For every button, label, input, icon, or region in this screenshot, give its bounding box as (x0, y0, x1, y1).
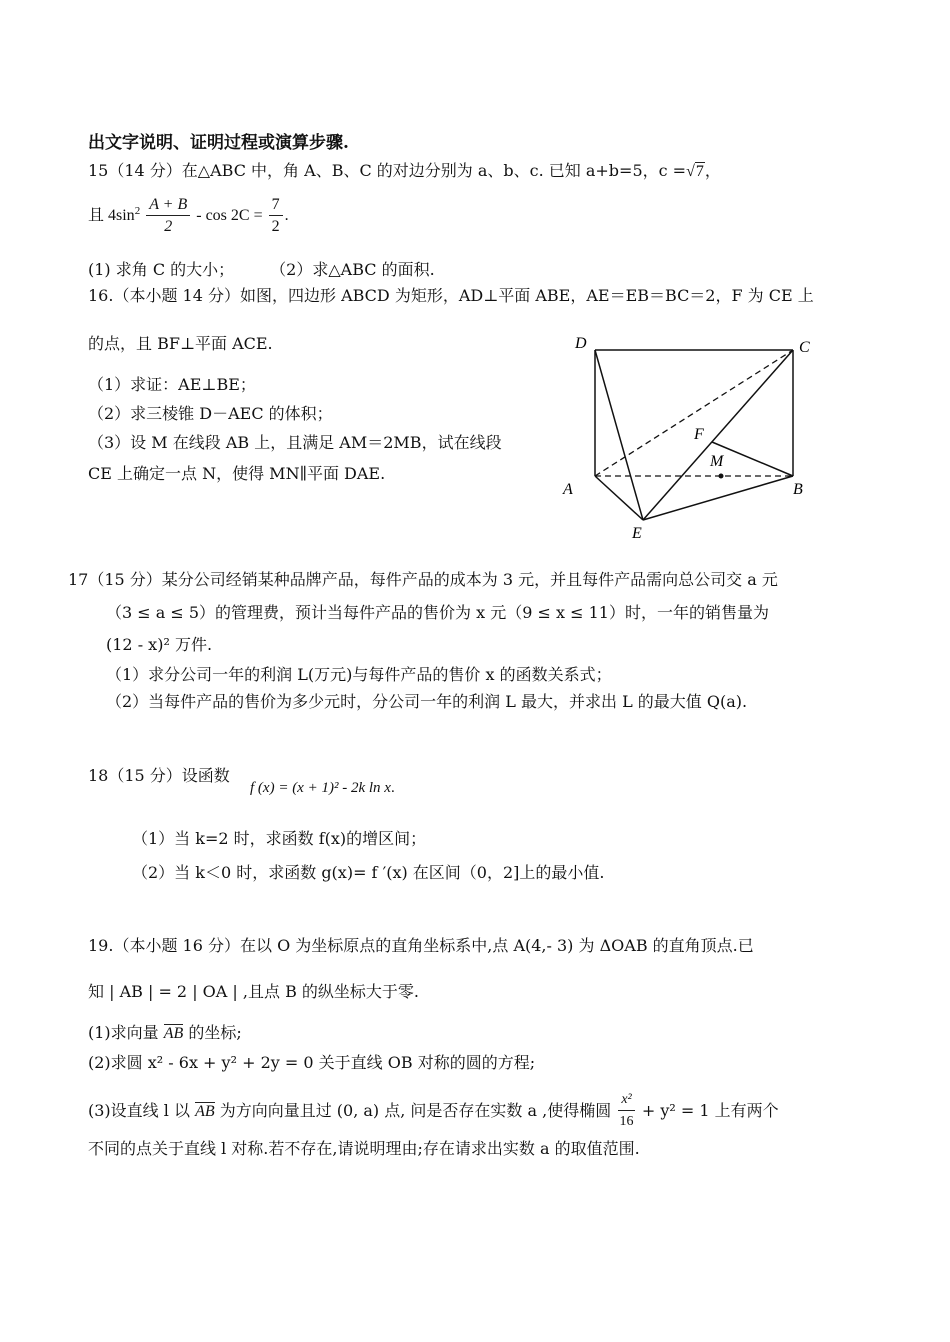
q18-formula (250, 777, 395, 799)
q16-part3b: CE 上确定一点 N，使得 MN∥平面 DAE. (88, 464, 386, 483)
q16-geometry-figure (555, 328, 885, 553)
q19-part3-pre: (3)设直线 l 以 (88, 1101, 190, 1120)
q15-sqrt-arg: 7 (695, 163, 704, 180)
q17-line2: （3 ≤ a ≤ 5）的管理费，预计当每件产品的售价为 x 元（9 ≤ x ≤ 11）时，一年的销售量为 (106, 603, 769, 622)
q19-vector-AB-2: AB (195, 1103, 215, 1120)
q18-formula-end: . (390, 780, 395, 796)
q15-cond-end: . (284, 207, 289, 225)
q19-vector-AB: AB (163, 1025, 184, 1042)
q18-intro: 18（15 分）设函数 (88, 766, 230, 785)
q17-part2: （2）当每件产品的售价为多少元时，分公司一年的利润 L 最大，并求出 L 的最大值 Q(a). (106, 692, 748, 711)
q15-exp: 2 (134, 204, 141, 217)
label-M: M (710, 453, 724, 470)
q15-line1: 15（14 分）在△ABC 中，角 A、B、C 的对边分别为 a、b、c. 已知 a+b=5，c = (88, 161, 687, 180)
q15-frac2 (269, 195, 283, 238)
q19-part1 (88, 1022, 242, 1044)
q16-part2: （2）求三棱锥 D－AEC 的体积； (88, 404, 333, 423)
q19-part1-post: 的坐标; (188, 1023, 242, 1042)
q16-line1: 16.（本小题 14 分）如图，四边形 ABCD 为矩形，AD⊥平面 ABE，AE＝EB＝BC＝2，F 为 CE 上 (88, 286, 814, 305)
q15-frac2-den: 2 (271, 218, 280, 235)
q15-frac1 (146, 195, 190, 238)
q15-line1-end: ， (704, 161, 721, 180)
q18-part2: （2）当 k＜0 时，求函数 g(x)= f ′(x) 在区间（0，2]上的最小值. (132, 863, 605, 882)
q19-ell-den: 16 (619, 1114, 634, 1129)
edge-DE (595, 350, 643, 520)
q19-ellipse-frac (618, 1090, 634, 1133)
q15-frac1-num: A + B (146, 195, 190, 216)
q15-part1: (1) 求角 C 的大小； (88, 260, 235, 279)
q19-line2: 知 | AB | = 2 | OA | ,且点 B 的纵坐标大于零. (88, 982, 420, 1001)
q17-line1: 17（15 分）某分公司经销某种品牌产品，每件产品的成本为 3 元，并且每件产品需向总公司交 a 元 (68, 570, 778, 589)
q19-part3b: 不同的点关于直线 l 对称.若不存在,请说明理由;存在请求出实数 a 的取值范围. (88, 1139, 640, 1158)
q16-line2: 的点，且 BF⊥平面 ACE. (88, 334, 273, 353)
q15-frac1-den: 2 (164, 218, 173, 235)
q19-part1-pre: (1)求向量 (88, 1023, 159, 1042)
q19-ell-num: x² (618, 1090, 634, 1111)
edge-AE (595, 476, 643, 520)
q19-part3-post: + y² = 1 上有两个 (641, 1101, 779, 1120)
label-C: C (799, 339, 810, 356)
label-F: F (694, 426, 704, 443)
edge-EB (643, 476, 793, 520)
q16-part3a: （3）设 M 在线段 AB 上，且满足 AM＝2MB，试在线段 (88, 433, 502, 452)
edge-AC-dashed (595, 350, 793, 476)
edge-CE (643, 350, 793, 520)
q18-line1 (88, 765, 230, 787)
q18-part1: （1）当 k=2 时，求函数 f(x)的增区间； (132, 829, 427, 848)
q19-part3 (88, 1090, 779, 1133)
q15-frac2-num: 7 (269, 195, 283, 216)
label-A: A (563, 481, 573, 498)
label-B: B (793, 481, 803, 498)
q15-cond-mid: - cos 2C = (196, 207, 263, 225)
q19-part3-mid: 为方向向量且过 (0, a) 点, 问是否存在实数 a ,使得椭圆 (219, 1101, 612, 1120)
q15-condition (88, 195, 289, 238)
edge-FB (712, 442, 793, 476)
point-M (719, 474, 724, 479)
q15-statement: 15（14 分）在△ABC 中，角 A、B、C 的对边分别为 a、b、c. 已知 a+b=5，c =√7， (88, 161, 721, 180)
q18-formula-text: f (x) = (x + 1)² - 2k ln x (250, 780, 391, 796)
label-D: D (575, 335, 587, 352)
q19-line1: 19.（本小题 16 分）在以 O 为坐标原点的直角坐标系中,点 A(4,- 3) 为 ΔOAB 的直角顶点.已 (88, 936, 754, 955)
q17-line3: (12 - x)² 万件. (106, 635, 213, 654)
q15-parts (88, 259, 435, 281)
q15-cond-pre: 且 4sin (88, 207, 135, 225)
q16-part1: （1）求证：AE⊥BE； (88, 375, 256, 394)
section-header: 出文字说明、证明过程或演算步骤. (88, 133, 349, 153)
q19-part2: (2)求圆 x² - 6x + y² + 2y = 0 关于直线 OB 对称的圆的方程; (88, 1053, 536, 1072)
q15-part2: （2）求△ABC 的面积. (270, 260, 435, 279)
label-E: E (632, 525, 642, 542)
q17-part1: （1）求分公司一年的利润 L(万元)与每件产品的售价 x 的函数关系式； (106, 665, 612, 684)
